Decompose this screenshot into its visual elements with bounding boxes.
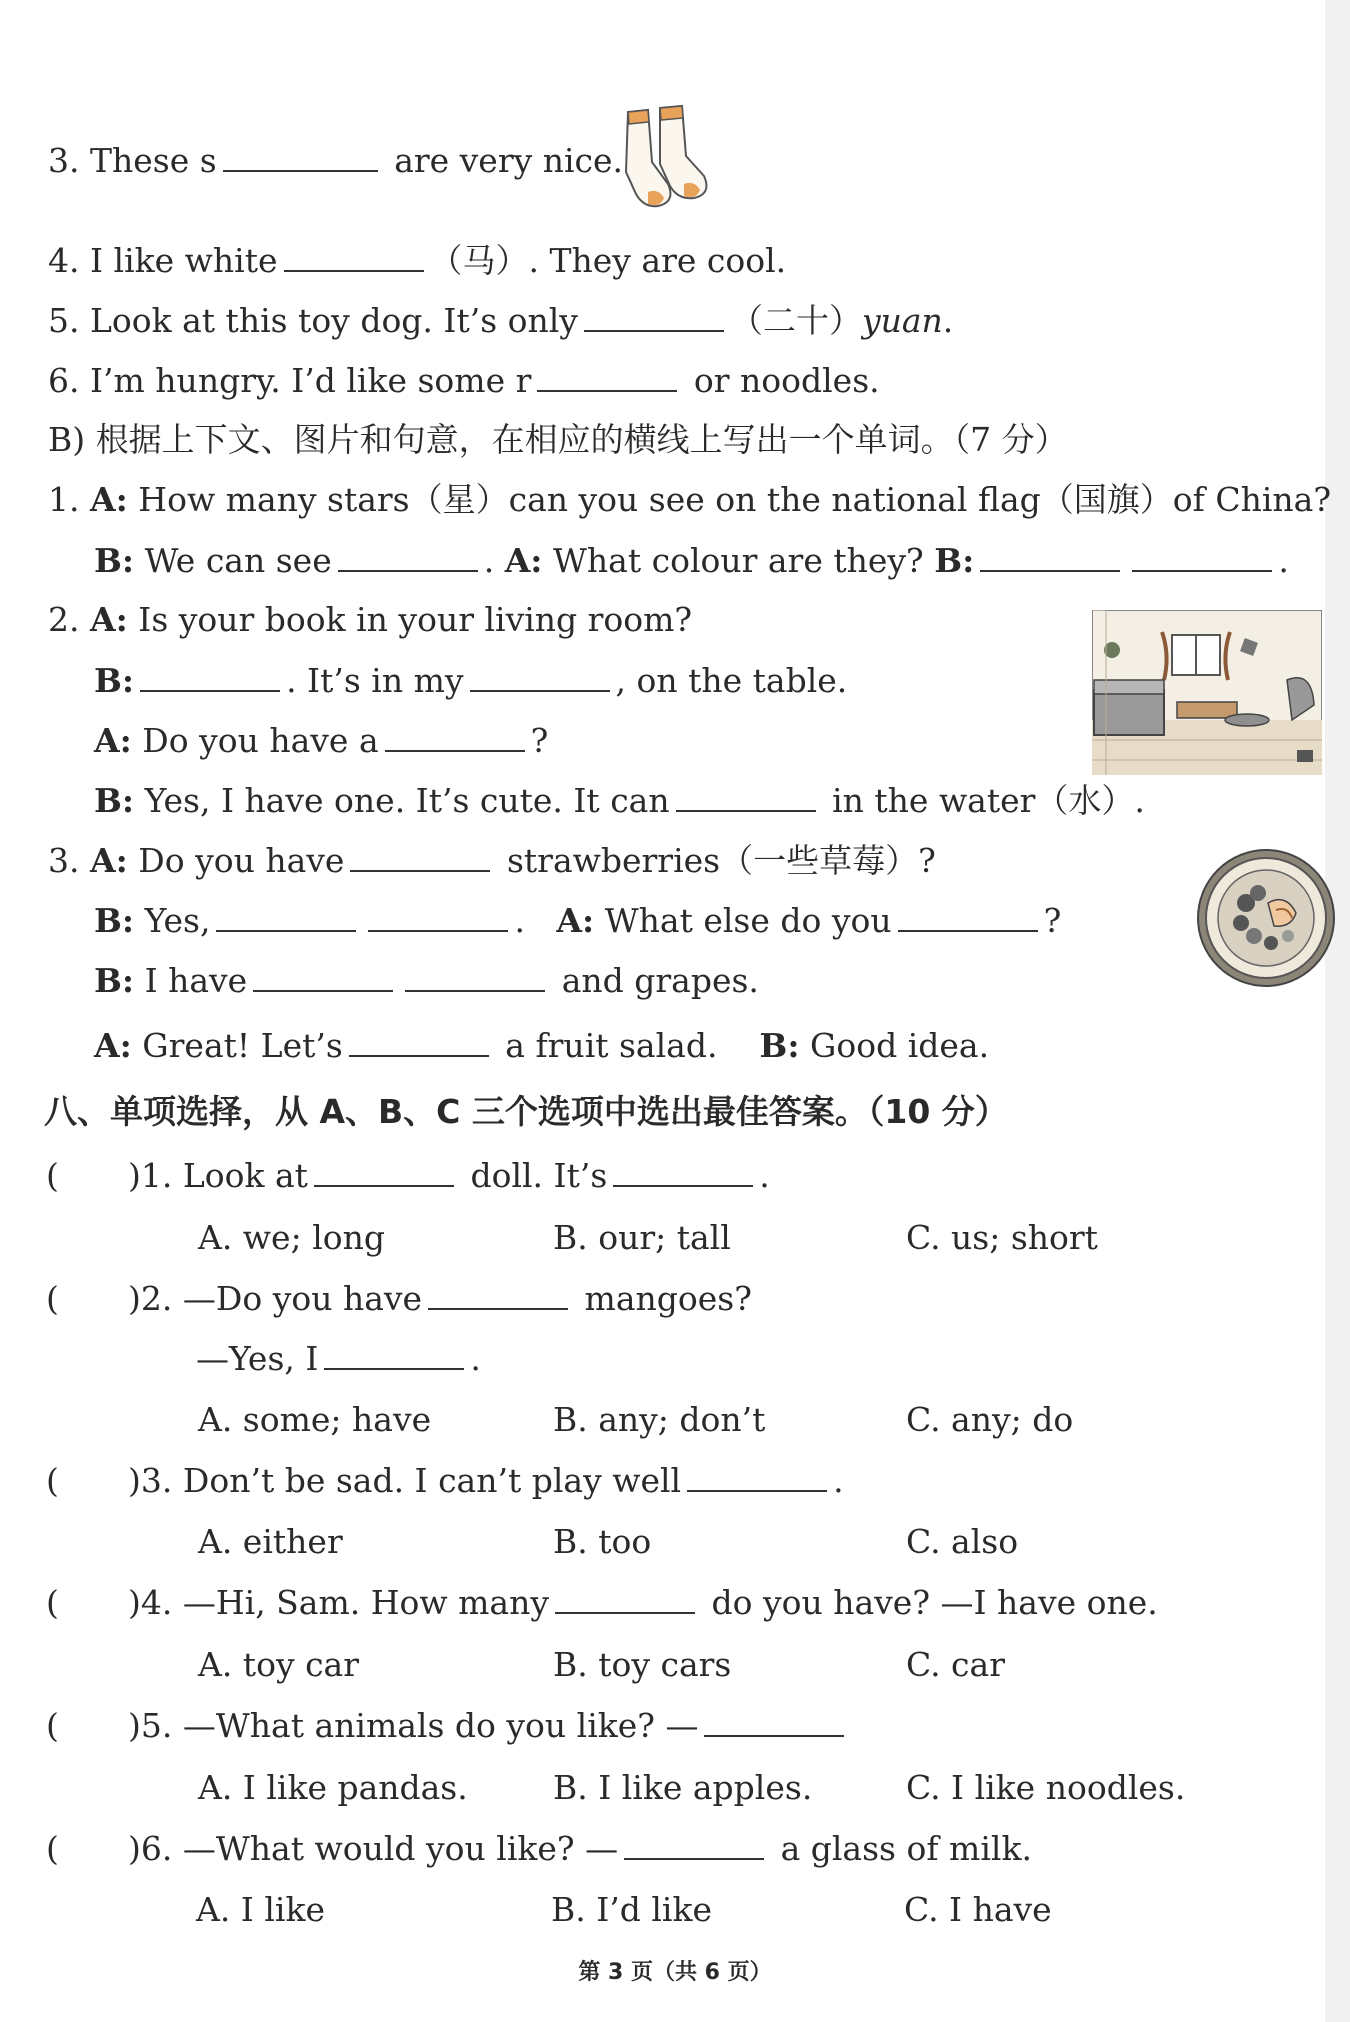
item-text: Yes, I have one. It’s cute. It can bbox=[144, 781, 670, 820]
answer-blank[interactable] bbox=[140, 660, 280, 692]
answer-bracket[interactable]: ( bbox=[46, 1829, 59, 1868]
answer-blank[interactable] bbox=[216, 900, 356, 932]
item-number: 6. bbox=[48, 361, 80, 400]
option-a[interactable]: A. either bbox=[198, 1522, 343, 1561]
speaker-b: B: bbox=[94, 901, 135, 940]
item-text: . bbox=[833, 1461, 844, 1500]
item-text: （二十） bbox=[729, 301, 862, 340]
item-number: )2. bbox=[128, 1279, 173, 1318]
option-b[interactable]: B. I like apples. bbox=[553, 1768, 813, 1807]
item-text: ? bbox=[1043, 901, 1062, 940]
speaker-a: A: bbox=[90, 600, 128, 639]
answer-blank[interactable] bbox=[624, 1828, 764, 1860]
item-text: , on the table. bbox=[615, 661, 848, 700]
item-text: and grapes. bbox=[561, 961, 759, 1000]
speaker-b: B: bbox=[934, 541, 975, 580]
item-b1-a bbox=[48, 480, 1331, 520]
item-a4 bbox=[48, 240, 786, 281]
answer-blank[interactable] bbox=[613, 1155, 753, 1187]
answer-blank[interactable] bbox=[368, 900, 508, 932]
item-text: —Yes, I bbox=[196, 1339, 319, 1378]
answer-blank[interactable] bbox=[223, 140, 378, 172]
item-text: Do you have bbox=[138, 841, 345, 880]
item-b2-b bbox=[94, 660, 847, 701]
mc-question-4 bbox=[46, 1582, 1158, 1623]
item-b3-a bbox=[48, 840, 936, 881]
answer-blank[interactable] bbox=[314, 1155, 454, 1187]
answer-blank[interactable] bbox=[253, 960, 393, 992]
item-text: （马）. They are cool. bbox=[429, 241, 787, 280]
item-number: 4. bbox=[48, 241, 80, 280]
answer-blank[interactable] bbox=[687, 1460, 827, 1492]
item-text: I’m hungry. I’d like some r bbox=[90, 361, 532, 400]
speaker-a: A: bbox=[504, 541, 543, 580]
option-b[interactable]: B. I’d like bbox=[551, 1890, 713, 1929]
option-b[interactable]: B. too bbox=[553, 1522, 652, 1561]
option-a[interactable]: A. toy car bbox=[198, 1645, 360, 1684]
option-c[interactable]: C. I have bbox=[904, 1890, 1052, 1929]
item-text: a fruit salad. bbox=[505, 1026, 718, 1065]
item-a5 bbox=[48, 300, 953, 341]
item-number: )6. bbox=[128, 1829, 173, 1868]
item-number: 1. bbox=[48, 480, 80, 519]
answer-blank[interactable] bbox=[284, 240, 424, 272]
item-a6 bbox=[48, 360, 880, 401]
item-text: doll. It’s bbox=[470, 1156, 608, 1195]
item-text: I have bbox=[144, 961, 248, 1000]
answer-blank[interactable] bbox=[980, 540, 1120, 572]
mc-question-1 bbox=[46, 1155, 770, 1196]
item-text: These s bbox=[90, 141, 217, 180]
speaker-b: B: bbox=[94, 661, 135, 700]
answer-blank[interactable] bbox=[350, 840, 490, 872]
item-b2-a2 bbox=[94, 720, 548, 761]
speaker-a: A: bbox=[94, 1026, 132, 1065]
answer-blank[interactable] bbox=[704, 1705, 844, 1737]
item-text: strawberries（一些草莓）? bbox=[506, 841, 936, 880]
living-room-image bbox=[1092, 610, 1322, 775]
mc-question-3 bbox=[46, 1460, 844, 1501]
mc-question-6 bbox=[46, 1828, 1032, 1869]
speaker-a: A: bbox=[90, 480, 128, 519]
option-a[interactable]: A. some; have bbox=[198, 1400, 432, 1439]
option-c[interactable]: C. any; do bbox=[906, 1400, 1074, 1439]
answer-blank[interactable] bbox=[555, 1582, 695, 1614]
item-text: ? bbox=[530, 721, 549, 760]
option-a[interactable]: A. I like bbox=[196, 1890, 325, 1929]
option-c[interactable]: C. also bbox=[906, 1522, 1019, 1561]
item-text-italic: yuan bbox=[861, 301, 943, 340]
item-text: Is your book in your living room? bbox=[138, 600, 693, 639]
answer-blank[interactable] bbox=[428, 1278, 568, 1310]
item-text: mangoes? bbox=[584, 1279, 752, 1318]
speaker-b: B: bbox=[759, 1026, 800, 1065]
option-c[interactable]: C. us; short bbox=[906, 1218, 1098, 1257]
answer-bracket[interactable]: ( bbox=[46, 1156, 59, 1195]
answer-bracket[interactable]: ( bbox=[46, 1279, 59, 1318]
answer-blank[interactable] bbox=[898, 900, 1038, 932]
speaker-b: B: bbox=[94, 961, 135, 1000]
item-text: Look at this toy dog. It’s only bbox=[90, 301, 578, 340]
mc-question-2 bbox=[46, 1278, 752, 1319]
item-b3-b2 bbox=[94, 960, 759, 1001]
item-text: . It’s in my bbox=[286, 661, 464, 700]
socks-image bbox=[608, 102, 720, 220]
item-b3-b: B: Yes, . A: What else do you ? bbox=[94, 901, 1062, 940]
item-b3-a3 bbox=[94, 1025, 989, 1066]
answer-blank[interactable] bbox=[1132, 540, 1272, 572]
item-text: We can see bbox=[144, 541, 332, 580]
item-text: a glass of milk. bbox=[780, 1829, 1032, 1868]
option-c[interactable]: C. I like noodles. bbox=[906, 1768, 1186, 1807]
item-number: )5. bbox=[128, 1706, 173, 1745]
item-text: do you have? —I have one. bbox=[711, 1583, 1158, 1622]
item-text: Great! Let’s bbox=[142, 1026, 343, 1065]
item-number: 2. bbox=[48, 600, 80, 639]
item-text: or noodles. bbox=[693, 361, 880, 400]
answer-blank[interactable] bbox=[338, 540, 478, 572]
item-number: 3. bbox=[48, 141, 80, 180]
item-text: in the water（水）. bbox=[832, 781, 1145, 820]
item-number: )3. bbox=[128, 1461, 173, 1500]
item-text: How many stars（星）can you see on the national flag（国旗）of China? bbox=[138, 480, 1332, 519]
item-text: —Hi, Sam. How many bbox=[182, 1583, 549, 1622]
page-number-footer: 第 3 页（共 6 页） bbox=[578, 1960, 772, 1985]
option-b[interactable]: B. toy cars bbox=[553, 1645, 732, 1684]
answer-bracket[interactable]: ( bbox=[46, 1583, 59, 1622]
speaker-b: B: bbox=[94, 781, 135, 820]
item-text: . bbox=[942, 301, 954, 340]
answer-blank[interactable] bbox=[537, 360, 677, 392]
answer-blank[interactable] bbox=[470, 660, 610, 692]
option-b[interactable]: B. our; tall bbox=[553, 1218, 731, 1257]
item-text: are very nice. bbox=[394, 141, 624, 180]
answer-blank[interactable] bbox=[385, 720, 525, 752]
answer-blank[interactable] bbox=[584, 300, 724, 332]
speaker-a: A: bbox=[556, 901, 595, 940]
item-number: )4. bbox=[128, 1583, 173, 1622]
item-text: What else do you bbox=[604, 901, 892, 940]
option-a[interactable]: A. we; long bbox=[198, 1218, 385, 1257]
item-text: Look at bbox=[182, 1156, 308, 1195]
item-text: . bbox=[759, 1156, 770, 1195]
section-8-heading: 八、单项选择，从 A、B、C 三个选项中选出最佳答案。（10 分） bbox=[44, 1092, 1008, 1131]
item-text: . bbox=[470, 1339, 481, 1378]
section-b-heading: B) 根据上下文、图片和句意，在相应的横线上写出一个单词。（7 分） bbox=[48, 420, 1068, 459]
item-number: 3. bbox=[48, 841, 80, 880]
item-text: —What animals do you like? — bbox=[182, 1706, 699, 1745]
item-text: —Do you have bbox=[182, 1279, 423, 1318]
item-a3 bbox=[48, 140, 623, 181]
mc-question-5 bbox=[46, 1705, 850, 1746]
item-text: Good idea. bbox=[810, 1026, 990, 1065]
answer-blank[interactable] bbox=[676, 780, 816, 812]
option-a[interactable]: A. I like pandas. bbox=[198, 1768, 468, 1807]
answer-bracket[interactable]: ( bbox=[46, 1706, 59, 1745]
answer-blank[interactable] bbox=[405, 960, 545, 992]
speaker-a: A: bbox=[94, 721, 132, 760]
option-c[interactable]: C. car bbox=[906, 1645, 1005, 1684]
item-text: I like white bbox=[90, 241, 278, 280]
item-b2-a bbox=[48, 600, 692, 640]
answer-bracket[interactable]: ( bbox=[46, 1461, 59, 1500]
item-number: 5. bbox=[48, 301, 80, 340]
item-text: —What would you like? — bbox=[182, 1829, 619, 1868]
item-number: )1. bbox=[128, 1156, 173, 1195]
item-text: Don’t be sad. I can’t play well bbox=[182, 1461, 682, 1500]
scan-edge bbox=[1325, 0, 1350, 2022]
fruit-salad-plate-image bbox=[1196, 848, 1336, 988]
mc-question-2-line2 bbox=[196, 1338, 481, 1379]
option-b[interactable]: B. any; don’t bbox=[553, 1400, 766, 1439]
item-text: Yes, bbox=[144, 901, 211, 940]
item-b2-b2 bbox=[94, 780, 1145, 821]
item-b1-b: B: We can see . A: What colour are they? B: . bbox=[94, 541, 1289, 580]
speaker-a: A: bbox=[90, 841, 128, 880]
answer-blank[interactable] bbox=[349, 1025, 489, 1057]
answer-blank[interactable] bbox=[324, 1338, 464, 1370]
speaker-b: B: bbox=[94, 541, 135, 580]
item-text: Do you have a bbox=[142, 721, 379, 760]
item-text: What colour are they? bbox=[553, 541, 924, 580]
